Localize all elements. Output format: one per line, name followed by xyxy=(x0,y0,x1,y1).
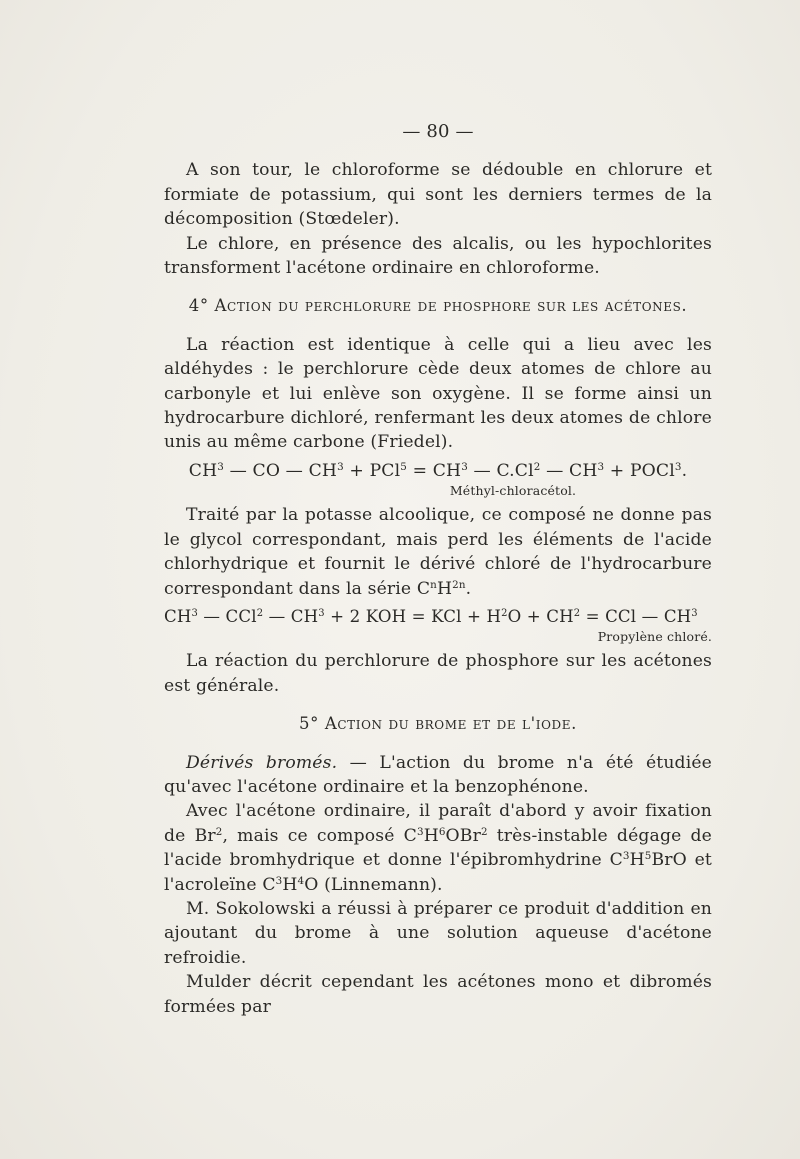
chemical-equation: $CH^3$ — CO — $CH^3 + PCl^5 = CH^3$ — C.Cl$^2$ — $CH^3$ + POCl$^3$. xyxy=(188,460,688,481)
superscript: 2n xyxy=(452,578,466,591)
paragraph: Mulder décrit cependant les acétones mono et dibromés formées par xyxy=(164,972,712,1017)
section-heading: 4° Action du perchlorure de phosphore sur les acétones. xyxy=(188,296,688,316)
page-number: — 80 — xyxy=(402,121,474,142)
italic-heading: Dérivés bromés. xyxy=(186,752,338,773)
paragraph: La réaction du perchlorure de phosphore sur les acétones est générale. xyxy=(164,651,712,696)
compound-label: Propylène chloré. xyxy=(597,629,712,645)
paragraph-text: — L'action du brome n'a été étudiée qu'avec l'acétone ordinaire et la benzophénone. xyxy=(164,752,712,797)
superscript: n xyxy=(430,578,437,591)
paragraph: Le chlore, en présence des alcalis, ou les hypochlorites transforment l'acétone ordinaire en chloroforme. xyxy=(164,233,712,279)
paragraph: M. Sokolowski a réussi à préparer ce produit d'addition en ajoutant du brome à une solution aqueuse d'acétone refroidie. xyxy=(164,898,712,968)
text-block xyxy=(164,120,712,1019)
paragraph-text: Traité par la potasse alcoolique, ce composé ne donne pas le glycol correspondant, mais perd les éléments de l'acide chlorhydrique et fournit le dérivé chloré de l'hydrocarbure correspondant dans la série C xyxy=(164,505,712,599)
formula-part: H xyxy=(436,578,453,599)
paragraph-end: . xyxy=(465,578,472,599)
paragraph: Avec l'acétone ordinaire, il paraît d'abord y avoir fixation de Br$^2$, mais ce composé $C^3H^6OBr^2$ très-instable dégage de l'acide bromhydrique et donne l'épibromhydrine $C^3H^5BrO$ et l'acroleïne $C^3H^4O$ (Linnemann). xyxy=(164,801,712,895)
paragraph: A son tour, le chloroforme se dédouble en chlorure et formiate de potassium, qui sont les derniers termes de la décomposition (Stœdeler). xyxy=(164,160,712,230)
compound-label: Méthyl-chloracétol. xyxy=(449,483,577,499)
chemical-equation: $CH^3$ — CCl$^2$ — $CH^3 + 2$ KOH = KCl + $H^2O + CH^2$ = CCl — $CH^3$ xyxy=(164,606,698,626)
paragraph xyxy=(164,503,712,601)
paragraph xyxy=(164,751,712,800)
section-heading: 5° Action du brome et de l'iode. xyxy=(299,714,577,734)
paragraph: La réaction est identique à celle qui a lieu avec les aldéhydes : le perchlorure cède deux atomes de chlore au carbonyle et lui enlève son oxygène. Il se forme ainsi un hydrocarbure dichloré, renfermant les deux atomes de chlore unis au même carbone (Friedel). xyxy=(164,334,712,453)
